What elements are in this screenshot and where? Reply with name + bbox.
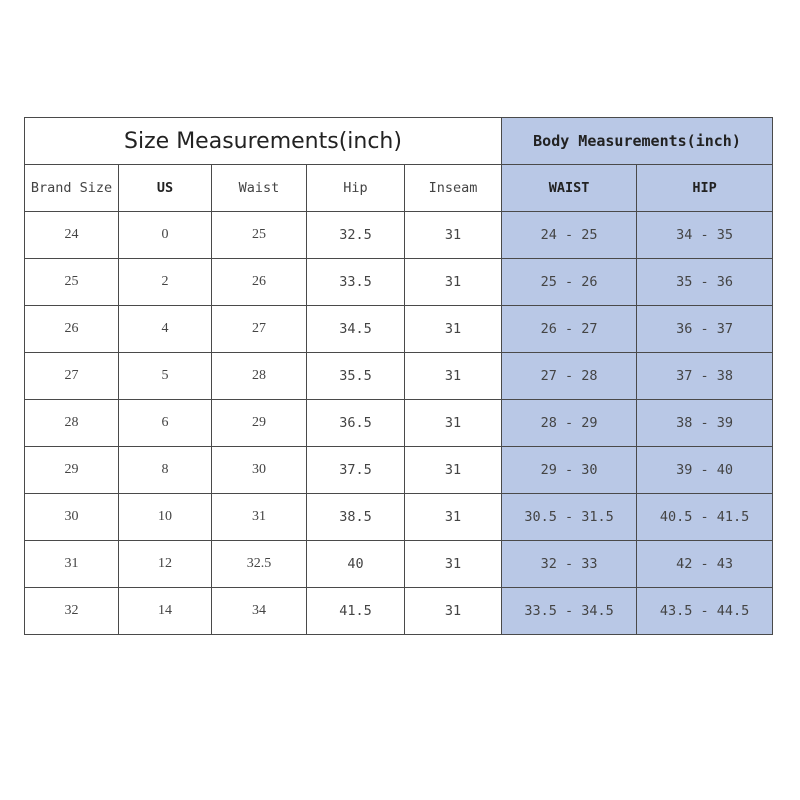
cell-us-size: 0 — [119, 212, 212, 259]
cell-body-waist: 32 - 33 — [502, 541, 637, 588]
cell-us-size: 5 — [119, 353, 212, 400]
table-row — [25, 541, 773, 588]
cell-body-hip: 37 - 38 — [637, 353, 773, 400]
cell-waist: 30 — [212, 447, 307, 494]
table-row — [25, 447, 773, 494]
cell-us-size: 4 — [119, 306, 212, 353]
cell-brand-size: 32 — [25, 588, 119, 635]
cell-brand-size: 29 — [25, 447, 119, 494]
cell-body-waist: 24 - 25 — [502, 212, 637, 259]
header-brand-size: Brand Size — [25, 165, 119, 212]
cell-inseam: 31 — [405, 400, 502, 447]
cell-hip: 34.5 — [307, 306, 405, 353]
cell-inseam: 31 — [405, 447, 502, 494]
cell-body-hip: 40.5 - 41.5 — [637, 494, 773, 541]
cell-inseam: 31 — [405, 259, 502, 306]
cell-brand-size: 24 — [25, 212, 119, 259]
cell-us-size: 2 — [119, 259, 212, 306]
cell-us-size: 10 — [119, 494, 212, 541]
cell-hip: 37.5 — [307, 447, 405, 494]
cell-us-size: 8 — [119, 447, 212, 494]
table-row — [25, 212, 773, 259]
cell-body-waist: 27 - 28 — [502, 353, 637, 400]
cell-waist: 32.5 — [212, 541, 307, 588]
cell-waist: 31 — [212, 494, 307, 541]
title-row — [25, 118, 773, 165]
cell-hip: 32.5 — [307, 212, 405, 259]
header-body-hip: HIP — [637, 165, 773, 212]
cell-hip: 36.5 — [307, 400, 405, 447]
cell-inseam: 31 — [405, 306, 502, 353]
cell-body-hip: 39 - 40 — [637, 447, 773, 494]
cell-body-waist: 33.5 - 34.5 — [502, 588, 637, 635]
cell-body-waist: 25 - 26 — [502, 259, 637, 306]
cell-body-waist: 30.5 - 31.5 — [502, 494, 637, 541]
cell-brand-size: 27 — [25, 353, 119, 400]
cell-body-waist: 26 - 27 — [502, 306, 637, 353]
table-row — [25, 259, 773, 306]
header-body-waist: WAIST — [502, 165, 637, 212]
cell-body-hip: 36 - 37 — [637, 306, 773, 353]
cell-us-size: 12 — [119, 541, 212, 588]
cell-inseam: 31 — [405, 541, 502, 588]
size-chart-table — [24, 117, 773, 635]
size-measurements-title: Size Measurements(inch) — [25, 118, 502, 165]
cell-body-hip: 35 - 36 — [637, 259, 773, 306]
cell-body-hip: 38 - 39 — [637, 400, 773, 447]
column-header-row — [25, 165, 773, 212]
cell-hip: 35.5 — [307, 353, 405, 400]
cell-inseam: 31 — [405, 588, 502, 635]
cell-brand-size: 30 — [25, 494, 119, 541]
cell-body-hip: 34 - 35 — [637, 212, 773, 259]
cell-hip: 41.5 — [307, 588, 405, 635]
cell-waist: 29 — [212, 400, 307, 447]
table-row — [25, 353, 773, 400]
cell-inseam: 31 — [405, 494, 502, 541]
cell-us-size: 14 — [119, 588, 212, 635]
cell-waist: 34 — [212, 588, 307, 635]
cell-brand-size: 31 — [25, 541, 119, 588]
cell-body-hip: 43.5 - 44.5 — [637, 588, 773, 635]
cell-us-size: 6 — [119, 400, 212, 447]
cell-waist: 26 — [212, 259, 307, 306]
cell-hip: 38.5 — [307, 494, 405, 541]
cell-hip: 33.5 — [307, 259, 405, 306]
cell-body-waist: 28 - 29 — [502, 400, 637, 447]
table-row — [25, 400, 773, 447]
cell-brand-size: 25 — [25, 259, 119, 306]
table-row — [25, 494, 773, 541]
cell-body-waist: 29 - 30 — [502, 447, 637, 494]
cell-waist: 25 — [212, 212, 307, 259]
header-us: US — [119, 165, 212, 212]
cell-waist: 27 — [212, 306, 307, 353]
header-inseam: Inseam — [405, 165, 502, 212]
header-hip: Hip — [307, 165, 405, 212]
cell-inseam: 31 — [405, 212, 502, 259]
table-row — [25, 306, 773, 353]
cell-body-hip: 42 - 43 — [637, 541, 773, 588]
cell-inseam: 31 — [405, 353, 502, 400]
cell-brand-size: 26 — [25, 306, 119, 353]
body-measurements-title: Body Measurements(inch) — [502, 118, 773, 165]
cell-brand-size: 28 — [25, 400, 119, 447]
cell-waist: 28 — [212, 353, 307, 400]
cell-hip: 40 — [307, 541, 405, 588]
table-row — [25, 588, 773, 635]
header-waist: Waist — [212, 165, 307, 212]
